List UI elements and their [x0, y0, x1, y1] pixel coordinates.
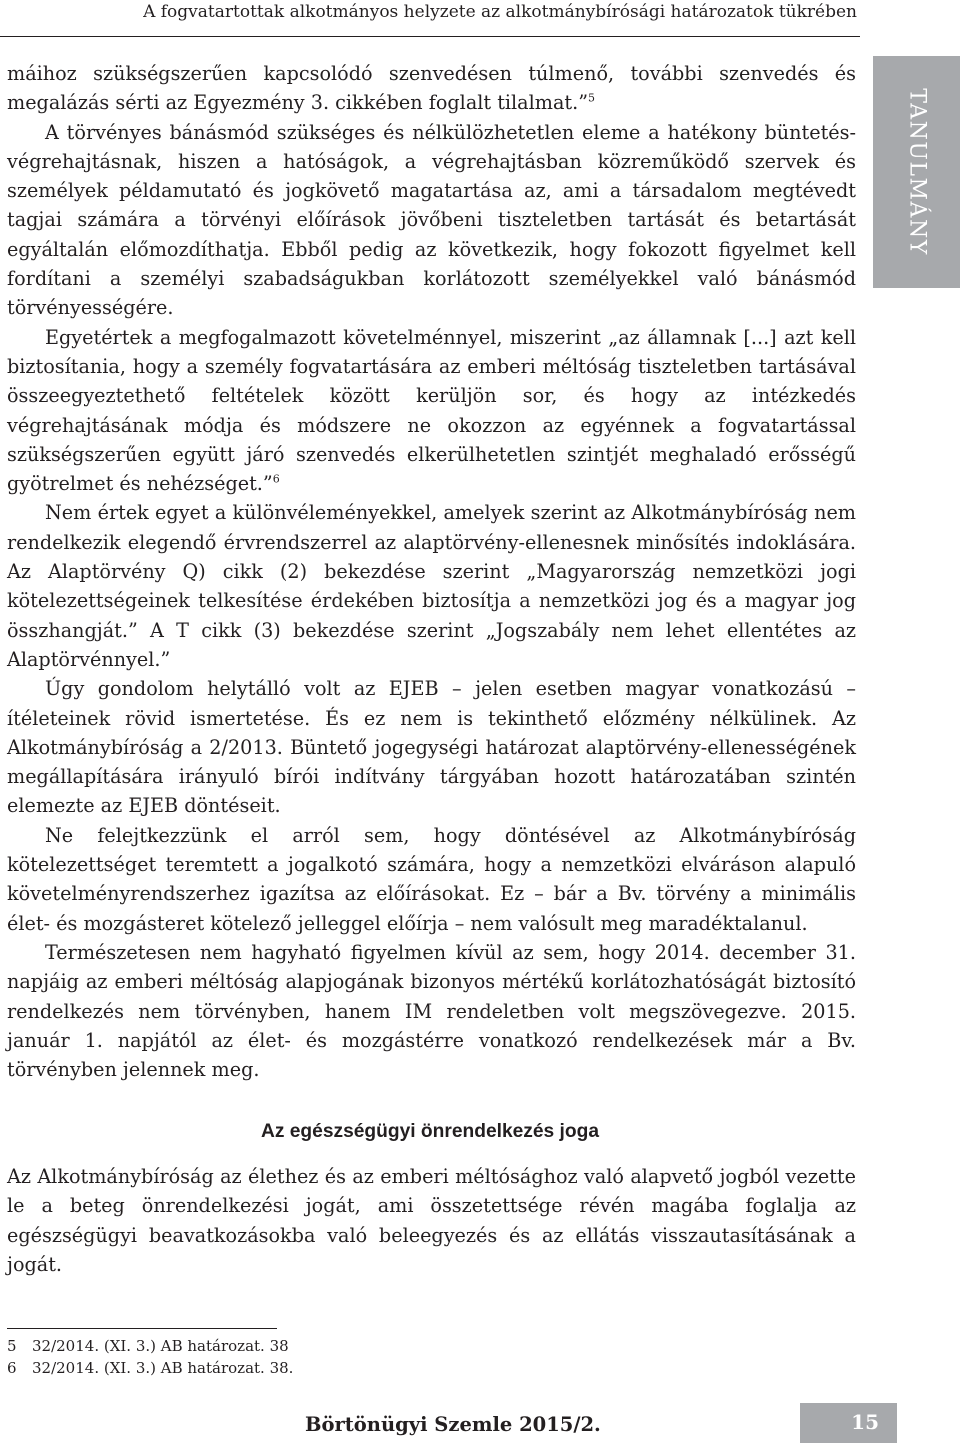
footnote-number: 5: [7, 1337, 17, 1355]
footnote-ref[interactable]: 5: [588, 91, 596, 105]
paragraph: [7, 323, 856, 499]
running-header: A fogvatartottak alkotmányos helyzete az alkotmánybírósági határozatok tükrében: [143, 2, 857, 22]
paragraph: Az Alkotmánybíróság az élethez és az emberi méltósághoz való alapvető jogból vezette le a beteg önrendelkezési jogát, ami összetettsége révén magába foglalja az egészségügyi beavatkozásokba való beleegyezés és az ellátás visszautasításának a jogát.: [7, 1165, 856, 1276]
section-body: [7, 1162, 856, 1279]
footer-journal-title: Börtönügyi Szemle 2015/2.: [305, 1413, 601, 1436]
paragraph: Nem értek egyet a különvéleményekkel, amelyek szerint az Alkotmánybíróság nem rendelkezik elegendő érvrendszerrel az alaptörvény-ellenesnek minősítés indoklására. Az Alaptörvény Q) cikk (2) bekezdése szerint „Magyarország nemzetközi jogi kötelezettségeinek telkesítése érdekében biztosítja a nemzetközi jog és a magyar jog összhangját.” A T cikk (3) bekezdése szerint „Jogszabály nem lehet ellentétes az Alaptörvénnyel.”: [7, 501, 856, 671]
footnote-ref[interactable]: 6: [272, 472, 280, 486]
paragraph: Természetesen nem hagyható figyelmen kívül az sem, hogy 2014. december 31. napjáig az emberi méltóság alapjogának bizonyos mértékű korlátozhatóságát biztosító rendelkezés nem törvényben, hanem IM rendeletben volt megszövegezve. 2015. január 1. napjától az élet- és mozgástérre vonatkozó rendelkezések már a Bv. törvényben jelennek meg.: [7, 940, 856, 1082]
paragraph-text: Egyetértek a megfogalmazott követelménnyel, miszerint „az államnak [...] azt kell biztosítania, hogy a személy fogvatartására az emberi méltóság tiszteletben tartásával összeegyeztethető feltételek között kerüljön sor, és hogy az intézkedés végrehajtásának módja és módszere ne okozzon az egyénnek a fogvatartással szükségszerűen együtt járó szenvedés elkerülhetetlen szintjét meghaladó erősségű gyötrelmet és nehézséget.”: [7, 325, 856, 496]
footnote-number: 6: [7, 1359, 17, 1377]
paragraph: [7, 59, 856, 118]
footnote-rule: [7, 1328, 277, 1329]
section-heading: Az egészségügyi önrendelkezés joga: [260, 1121, 600, 1142]
paragraph: Úgy gondolom helytálló volt az EJEB – jelen esetben magyar vonatkozású – ítéleteinek rövid ismertetése. És ez nem is tekinthető előzmény nélkülinek. Az Alkotmánybíróság a 2/2013. Büntető jogegységi határozat alaptörvény-ellenességének megállapítására irányuló bírói indítvány tárgyában hozott határozatában szintén elemezte az EJEB döntéseit.: [7, 677, 856, 818]
page-number: 15: [851, 1410, 879, 1434]
paragraph: Ne felejtkezzünk el arról sem, hogy döntésével az Alkotmánybíróság kötelezettséget teremtett a jogalkotó számára, hogy a nemzetközi elváráson alapuló követelményrendszerhez igazítsa az előírásokat. Ez – bár a Bv. törvény a minimális élet- és mozgásteret kötelező jelleggel előírja – nem valósult meg maradéktalanul.: [7, 823, 856, 935]
footnote-text: 32/2014. (XI. 3.) AB határozat. 38.: [32, 1359, 294, 1377]
footnote: [7, 1357, 293, 1379]
header-rule: [0, 36, 860, 37]
paragraph-text: máihoz szükségszerűen kapcsolódó szenvedésen túlmenő, további szenvedés és megalázás sérti az Egyezmény 3. cikkében foglalt tilalmat.”: [7, 62, 856, 115]
footnote-text: 32/2014. (XI. 3.) AB határozat. 38: [32, 1337, 289, 1355]
side-tab-label: TANULMÁNY: [904, 88, 929, 256]
section-side-tab: [873, 56, 960, 288]
footnote: [7, 1335, 293, 1357]
article-body: [7, 59, 856, 1084]
footnotes: [7, 1335, 293, 1379]
paragraph: A törvényes bánásmód szükséges és nélkülözhetetlen eleme a hatékony büntetés-végrehajtásnak, hiszen a hatóságok, a végrehajtásban közreműködő szervek és személyek példamutató és jogkövető magatartása az, ami a társadalom megtévedt tagjai számára a törvényi előírások jövőbeni tiszteletben tartását és betartását egyáltalán előmozdíthatja. Ebből pedig az következik, hogy fokozott figyelmet kell fordítani a személyi szabadságukban korlátozott személyekkel való bánásmód törvényességére.: [7, 120, 856, 320]
page-number-box: [800, 1403, 897, 1443]
